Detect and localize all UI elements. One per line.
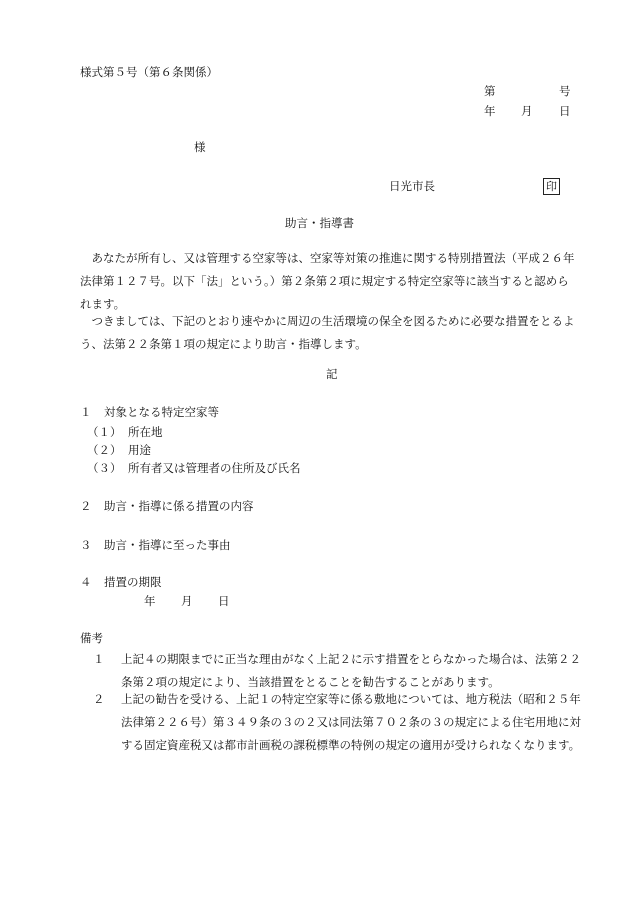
issuer-name: 日光市長 xyxy=(389,179,435,193)
body-paragraph-1: あなたが所有し、又は管理する空家等は、空家等対策の推進に関する特別措置法（平成２６年法律第１２７号。以下「法」という。）第２条第２項に規定する特定空家等に該当すると認められます。 xyxy=(80,251,575,311)
doc-number-prefix: 第 xyxy=(484,84,496,98)
date-day: 日 xyxy=(559,104,571,118)
form-label: 様式第５号（第６条関係） xyxy=(80,65,218,79)
remark-2-number: ２ xyxy=(93,692,105,706)
remark-1-text: 上記４の期限までに正当な理由がなく上記２に示す措置をとらなかった場合は、法第２２条第２項の規定により、当該措置をとることを勧告することがあります。 xyxy=(121,652,581,689)
item-4-number: ４ xyxy=(80,575,92,589)
item-4-label: 措置の期限 xyxy=(104,575,162,589)
sub-item-3-label: 所有者又は管理者の住所及び氏名 xyxy=(128,461,301,475)
item-2-number: ２ xyxy=(80,499,92,513)
deadline-month: 月 xyxy=(181,594,193,608)
sub-item-1-number: （１） xyxy=(87,425,122,439)
deadline-day: 日 xyxy=(218,594,230,608)
body-paragraph-2: つきましては、下記のとおり速やかに周辺の生活環境の保全を図るために必要な措置をとるよう、法第２２条第１項の規定により助言・指導します。 xyxy=(80,314,575,351)
item-2-label: 助言・指導に係る措置の内容 xyxy=(104,499,254,513)
addressee-honorific: 様 xyxy=(194,140,206,154)
remark-2 xyxy=(93,688,583,757)
sub-item-2-number: （２） xyxy=(87,443,122,457)
item-3-label: 助言・指導に至った事由 xyxy=(104,538,231,552)
document-title: 助言・指導書 xyxy=(285,216,354,230)
remark-1-number: １ xyxy=(93,652,105,666)
deadline-year: 年 xyxy=(144,594,156,608)
date-year: 年 xyxy=(484,104,496,118)
sub-item-3-number: （３） xyxy=(87,461,122,475)
remark-2-text: 上記の勧告を受ける、上記１の特定空家等に係る敷地については、地方税法（昭和２５年法律第２２６号）第３４９条の３の２又は同法第７０２条の３の規定による住宅用地に対する固定資産税又は都市計画税の課税標準の特例の規定の適用が受けられなくなります。 xyxy=(121,692,581,752)
item-1-number: １ xyxy=(80,405,92,419)
sub-item-1-label: 所在地 xyxy=(128,425,163,439)
remarks-heading: 備考 xyxy=(80,631,103,645)
item-1-label: 対象となる特定空家等 xyxy=(104,405,219,419)
ki-heading: 記 xyxy=(326,367,338,381)
item-3-number: ３ xyxy=(80,538,92,552)
seal-mark: 印 xyxy=(543,178,560,195)
date-month: 月 xyxy=(521,104,533,118)
doc-number-suffix: 号 xyxy=(559,84,571,98)
sub-item-2-label: 用途 xyxy=(128,443,151,457)
